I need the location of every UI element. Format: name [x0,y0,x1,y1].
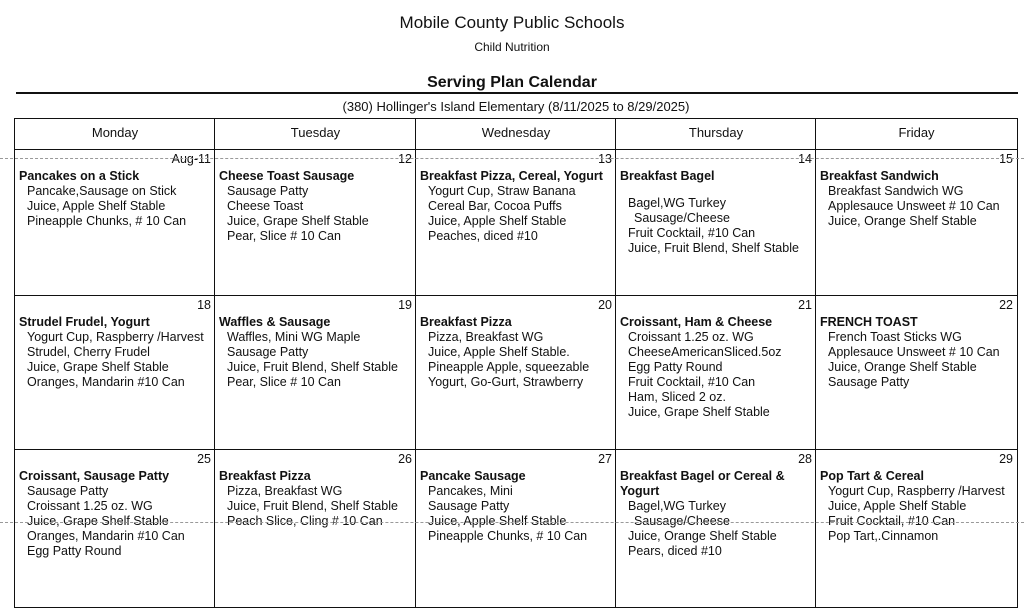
day-cell [215,449,416,607]
day-date: 13 [598,152,612,166]
menu-item: Juice, Apple Shelf Stable [828,499,967,513]
day-cell [416,449,616,607]
day-cell [215,149,416,295]
meal-title: Breakfast Bagel [620,169,715,183]
menu-item: Applesauce Unsweet # 10 Can [828,345,1000,359]
menu-item: Pineapple Apple, squeezable [428,360,590,374]
menu-item: Pizza, Breakfast WG [428,330,544,344]
menu-item: Strudel, Cherry Frudel [27,345,150,359]
day-header-tuesday: Tuesday [215,119,416,150]
day-cell [816,149,1017,295]
day-header-friday: Friday [816,119,1017,150]
menu-item: Juice, Apple Shelf Stable [428,514,567,528]
menu-item: Juice, Orange Shelf Stable [628,529,777,543]
menu-item: Ham, Sliced 2 oz. [628,390,726,404]
menu-item: Breakfast Sandwich WG [828,184,964,198]
meal-title: Breakfast Bagel or Cereal & Yogurt [620,469,785,498]
day-header-thursday: Thursday [616,119,816,150]
organization-name: Mobile County Public Schools [399,13,625,32]
menu-item: Fruit Cocktail, #10 Can [828,514,956,528]
menu-item: Sausage Patty [227,345,309,359]
menu-item: Egg Patty Round [628,360,723,374]
day-date: 22 [999,298,1013,312]
day-date: 15 [999,152,1013,166]
menu-item: Juice, Grape Shelf Stable [628,405,770,419]
meal-title: Pancakes on a Stick [19,169,140,183]
day-date: 28 [798,452,812,466]
day-cell [616,449,816,607]
menu-item: Juice, Grape Shelf Stable [27,514,169,528]
menu-item: Pizza, Breakfast WG [227,484,343,498]
menu-item: Juice, Orange Shelf Stable [828,360,977,374]
menu-item: Yogurt Cup, Raspberry /Harvest [828,484,1005,498]
calendar-grid [14,118,1018,608]
day-date: 21 [798,298,812,312]
menu-item: Juice, Fruit Blend, Shelf Stable [227,499,398,513]
menu-item: Fruit Cocktail, #10 Can [628,375,756,389]
menu-item: Peach Slice, Cling # 10 Can [227,514,383,528]
day-date: 14 [798,152,812,166]
school-range: (380) Hollinger's Island Elementary (8/11/2025 to 8/29/2025) [342,99,690,114]
day-date: 12 [398,152,412,166]
menu-item: Applesauce Unsweet # 10 Can [828,199,1000,213]
day-cell [215,295,416,449]
menu-item: Juice, Apple Shelf Stable [428,214,567,228]
menu-item: Egg Patty Round [27,544,122,558]
day-date: 26 [398,452,412,466]
menu-item: Oranges, Mandarin #10 Can [27,375,185,389]
menu-item: Bagel,WG Turkey [628,196,726,210]
menu-item: CheeseAmericanSliced.5oz [628,345,782,359]
menu-item: Waffles, Mini WG Maple [227,330,361,344]
menu-item: Sausage Patty [828,375,910,389]
menu-item: Yogurt Cup, Straw Banana [428,184,576,198]
day-cell [416,295,616,449]
meal-title: Cheese Toast Sausage [219,169,355,183]
menu-item: Pineapple Chunks, # 10 Can [428,529,588,543]
meal-title: Breakfast Pizza [219,469,311,483]
day-date: 29 [999,452,1013,466]
day-header-wednesday: Wednesday [416,119,616,150]
meal-title: Pop Tart & Cereal [820,469,924,483]
day-cell [816,449,1017,607]
menu-item: Juice, Orange Shelf Stable [828,214,977,228]
menu-item: Pancake,Sausage on Stick [27,184,177,198]
menu-item: Croissant 1.25 oz. WG [27,499,153,513]
menu-item: Yogurt Cup, Raspberry /Harvest [27,330,204,344]
menu-item: Yogurt, Go-Gurt, Strawberry [428,375,584,389]
menu-item: Sausage/Cheese [634,211,730,225]
meal-title: Pancake Sausage [420,469,526,483]
menu-item: Pineapple Chunks, # 10 Can [27,214,187,228]
menu-item: Bagel,WG Turkey [628,499,726,513]
title-rule [16,92,1018,94]
meal-title: FRENCH TOAST [820,315,918,329]
menu-item: Juice, Fruit Blend, Shelf Stable [628,241,799,255]
menu-item: French Toast Sticks WG [828,330,962,344]
menu-item: Sausage Patty [27,484,109,498]
day-cell [15,295,215,449]
menu-item: Juice, Apple Shelf Stable [27,199,166,213]
day-date: 27 [598,452,612,466]
day-date: 18 [197,298,211,312]
day-cell [616,295,816,449]
menu-item: Sausage/Cheese [634,514,730,528]
menu-item: Pear, Slice # 10 Can [227,375,341,389]
blank-line [620,184,812,196]
menu-item: Peaches, diced #10 [428,229,538,243]
menu-item: Juice, Fruit Blend, Shelf Stable [227,360,398,374]
menu-item: Pancakes, Mini [428,484,513,498]
page-title: Serving Plan Calendar [427,74,597,91]
menu-item: Juice, Grape Shelf Stable [227,214,369,228]
meal-title: Breakfast Pizza [420,315,512,329]
day-cell [616,149,816,295]
scan-line [0,158,1024,159]
menu-item: Pear, Slice # 10 Can [227,229,341,243]
meal-title: Croissant, Ham & Cheese [620,315,773,329]
day-cell [15,149,215,295]
scan-line [0,522,1024,523]
day-date: Aug-11 [171,152,211,166]
menu-item: Oranges, Mandarin #10 Can [27,529,185,543]
menu-item: Sausage Patty [227,184,309,198]
day-cell [15,449,215,607]
menu-item: Pop Tart,.Cinnamon [828,529,939,543]
menu-item: Juice, Apple Shelf Stable. [428,345,570,359]
menu-item: Cereal Bar, Cocoa Puffs [428,199,562,213]
menu-item: Fruit Cocktail, #10 Can [628,226,756,240]
day-header-monday: Monday [15,119,215,150]
menu-item: Sausage Patty [428,499,510,513]
day-cell [816,295,1017,449]
day-cell [416,149,616,295]
meal-title: Strudel Frudel, Yogurt [19,315,150,329]
menu-item: Pears, diced #10 [628,544,722,558]
day-date: 19 [398,298,412,312]
meal-title: Waffles & Sausage [219,315,331,329]
menu-item: Cheese Toast [227,199,304,213]
department-name: Child Nutrition [474,40,550,54]
menu-item: Croissant 1.25 oz. WG [628,330,754,344]
meal-title: Croissant, Sausage Patty [19,469,170,483]
meal-title: Breakfast Pizza, Cereal, Yogurt [420,169,603,183]
day-date: 25 [197,452,211,466]
menu-item: Juice, Grape Shelf Stable [27,360,169,374]
meal-title: Breakfast Sandwich [820,169,939,183]
day-date: 20 [598,298,612,312]
